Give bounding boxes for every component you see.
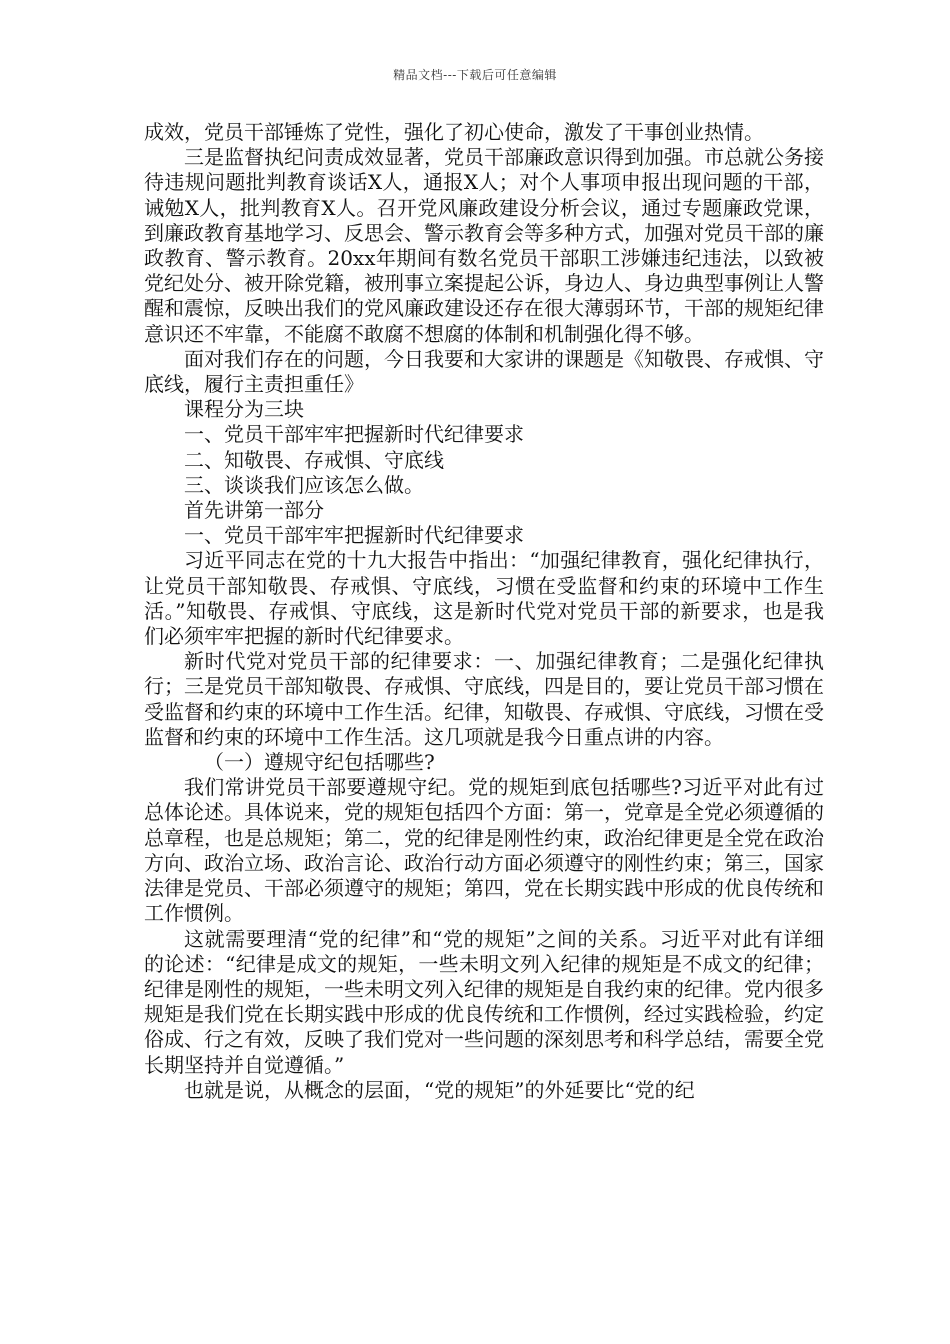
paragraph: 新时代党对党员干部的纪律要求：一、加强纪律教育；二是强化纪律执行；三是党员干部知敬畏、存戒惧、守底线，四是目的，要让党员干部习惯在受监督和约束的环境中工作生活。纪律，知敬畏、存戒惧、守底线，习惯在受监督和约束的环境中工作生活。这几项就是我今日重点讲的内容。 [144,649,824,749]
outline-item: 一、党员干部牢牢把握新时代纪律要求 [184,422,524,447]
paragraph: 面对我们存在的问题，今日我要和大家讲的课题是《知敬畏、存戒惧、守底线，履行主责担重任》 [144,346,824,397]
paragraph: 我们常讲党员干部要遵规守纪。党的规矩到底包括哪些?习近平对此有过总体论述。具体说来，党的规矩包括四个方面：第一，党章是全党必须遵循的总章程，也是总规矩；第二，党的纪律是刚性约束，政治纪律更是全党在政治方向、政治立场、政治言论、政治行动方面必须遵守的刚性约束；第三，国家法律是党员、干部必须遵守的规矩；第四，党在长期实践中形成的优良传统和工作惯例。 [144,775,824,926]
outline-item: 二、知敬畏、存戒惧、守底线 [184,447,444,472]
paragraph: 也就是说，从概念的层面，“党的规矩”的外延要比“党的纪 [184,1077,695,1102]
paragraph: 首先讲第一部分 [184,498,324,523]
section-heading: 一、党员干部牢牢把握新时代纪律要求 [184,523,524,548]
page-header: 精品文档---下载后可任意编辑 [393,68,557,82]
paragraph: 课程分为三块 [184,397,304,422]
sub-heading: （一）遵规守纪包括哪些? [204,750,435,775]
paragraph: 习近平同志在党的十九大报告中指出：“加强纪律教育，强化纪律执行，让党员干部知敬畏、存戒惧、守底线，习惯在受监督和约束的环境中工作生活。”知敬畏、存戒惧、守底线，这是新时代党对党员干部的新要求，也是我们必须牢牢把握的新时代纪律要求。 [144,548,824,649]
paragraph: 成效，党员干部锤炼了党性，强化了初心使命，激发了干事创业热情。 [144,120,764,144]
document-body [144,120,824,1103]
paragraph: 这就需要理清“党的纪律”和“党的规矩”之间的关系。习近平对此有详细的论述：“纪律是成文的规矩，一些未明文列入纪律的规矩是不成文的纪律；纪律是刚性的规矩，一些未明文列入纪律的规矩是自我约束的纪律。党内很多规矩是我们党在长期实践中形成的优良传统和工作惯例，经过实践检验，约定俗成、行之有效，反映了我们党对一些问题的深刻思考和科学总结，需要全党长期坚持并自觉遵循。” [144,926,824,1077]
paragraph: 三是监督执纪问责成效显著，党员干部廉政意识得到加强。市总就公务接待违规问题批判教育谈话X人，通报X人；对个人事项申报出现问题的干部，诫勉X人，批判教育X人。召开党风廉政建设分析会议，通过专题廉政党课，到廉政教育基地学习、反思会、警示教育会等多种方式，加强对党员干部的廉政教育、警示教育。20xx年期间有数名党员干部职工涉嫌违纪违法，以致被党纪处分、被开除党籍，被刑事立案提起公诉，身边人、身边典型事例让人警醒和震惊，反映出我们的党风廉政建设还存在很大薄弱环节，干部的规矩纪律意识还不牢靠，不能腐不敢腐不想腐的体制和机制强化得不够。 [144,145,824,346]
outline-item: 三、谈谈我们应该怎么做。 [184,472,424,497]
